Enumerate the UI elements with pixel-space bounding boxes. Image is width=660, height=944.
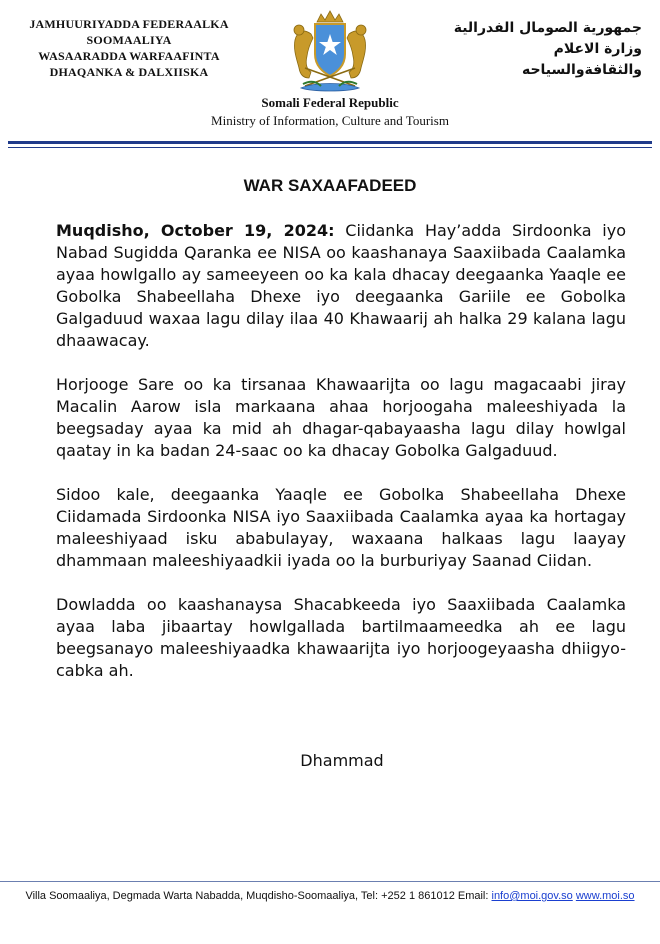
header-right-line: جمهورية الصومال الفدرالية: [453, 20, 642, 36]
header-right-line: والثقافةوالسياحه: [521, 62, 642, 78]
ministry-name: Ministry of Information, Culture and Tourism: [211, 113, 449, 128]
header-somali-ministry: [14, 16, 244, 80]
paragraph: Horjooge Sare oo ka tirsanaa Khawaarijta oo lagu magacaabi jiray Macalin Aarow isla markaana ahaa horjoogaha maleeshiyada la beegsaday ayaa ka mid ah dhagar-qabayaasha lagu dilay howlgal qaatay in ka badan 24-saac oo ka dhacay Gobolka Galgaduud.: [56, 375, 626, 460]
footer-address: Villa Soomaaliya, Degmada Warta Nabadda, Muqdisho-Soomaaliya, Tel: +252 1 861012 Email:: [25, 890, 492, 902]
document-title: WAR SAXAAFADEED: [243, 176, 417, 195]
press-release-body: [56, 220, 626, 704]
closing-word: Dhammad: [300, 751, 384, 770]
paragraph: Dowladda oo kaashanaysa Shacabkeeda iyo Saaxiibada Caalamka ayaa laba jibaartay howlgallada bartilmaameedka ah ee lagu beegsanayo maleeshiyaadka khawaarijta iyo horjoogeyaasha dhiigyo-cabka ah.: [56, 595, 626, 680]
header-right-line: وزارة الاعلام: [553, 41, 642, 57]
republic-name: Somali Federal Republic: [261, 95, 399, 110]
footer-contact: [0, 890, 660, 902]
website-link[interactable]: www.moi.so: [575, 890, 635, 902]
email-link[interactable]: info@moi.gov.so: [491, 890, 573, 902]
header-left-line: DHAQANKA & DALXIISKA: [49, 65, 209, 79]
footer-divider: [0, 881, 660, 882]
header-left-line: SOOMAALIYA: [86, 33, 172, 47]
header-left-line: JAMHUURIYADDA FEDERAALKA: [29, 17, 229, 31]
header-arabic-ministry: [432, 18, 642, 81]
paragraph: [56, 220, 626, 352]
header-left-line: WASAARADDA WARFAAFINTA: [38, 49, 220, 63]
paragraph: Sidoo kale, deegaanka Yaaqle ee Gobolka Shabeellaha Dhexe Ciidamada Sirdoonka NISA iyo Saaxiibada Caalamka ayaa ka hortagay maleeshiyaad isku ababulayay, waxaana halkaas lagu laayay dhammaan maleeshiyaadkii iyada oo la burburiyay Saanad Ciidan.: [56, 485, 626, 570]
dateline: Muqdisho, October 19, 2024:: [56, 221, 335, 240]
header-divider-thick: [8, 141, 652, 144]
somalia-coat-of-arms-icon: [281, 8, 379, 96]
paragraph-text: Ciidanka Hay’adda Sirdoonka iyo Nabad Sugidda Qaranka ee NISA oo kaashanaya Saaxiibada Caalamka ayaa howlgallo ay sameeyeen oo ka kala dhacay deegaanka Yaaqle ee Gobolka Shabeellaha Dhexe iyo deegaanka Gariile ee Gobolka Galgaduud waxaa lagu dilay ilaa 40 Khawaarij ah halka 29 kalana lagu dhaawacay.: [56, 221, 627, 350]
header-divider-thin: [8, 147, 652, 148]
